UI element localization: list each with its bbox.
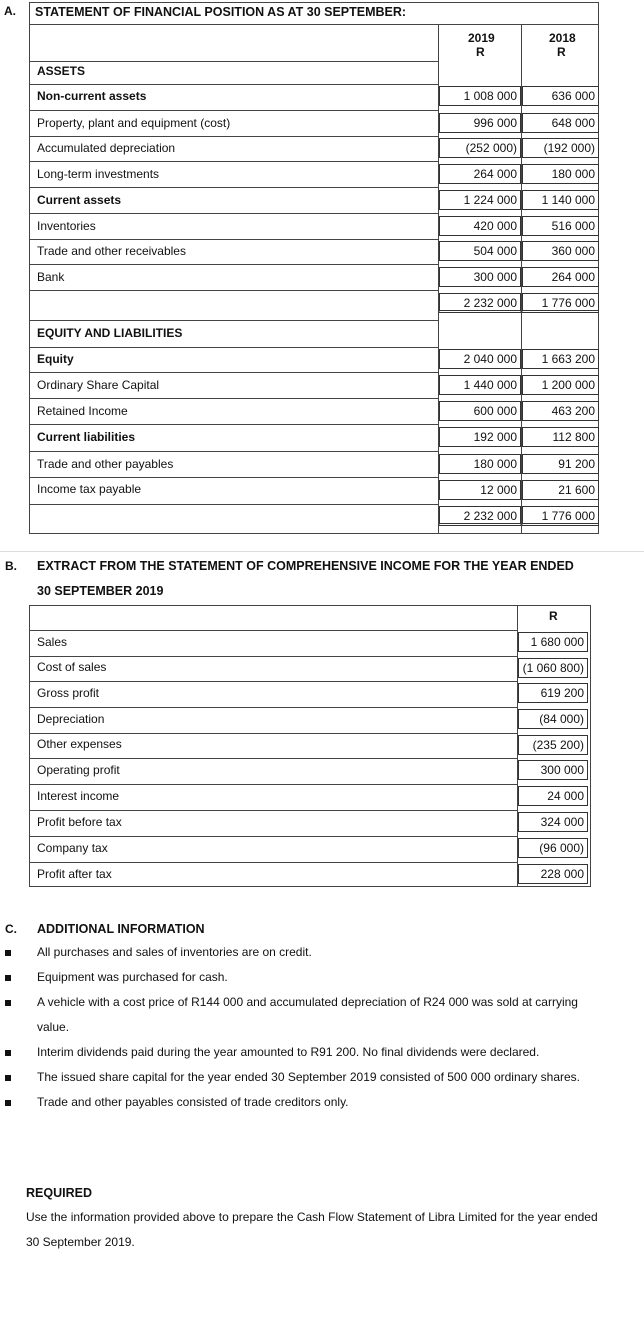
divider [29, 784, 518, 785]
bullet-icon [5, 1050, 11, 1056]
divider [29, 862, 518, 863]
value-2018: (192 000) [522, 138, 599, 158]
row-label: Current liabilities [37, 430, 136, 444]
value-2018: 180 000 [522, 164, 599, 184]
income-row-label: Other expenses [37, 737, 122, 751]
income-row-label: Profit before tax [37, 815, 122, 829]
divider [29, 347, 438, 348]
value-2018: 516 000 [522, 216, 599, 236]
divider [29, 161, 438, 162]
value-2018: 21 600 [522, 480, 599, 500]
value-2018: 264 000 [522, 267, 599, 287]
divider [29, 681, 518, 682]
row-label: Trade and other receivables [37, 244, 186, 258]
divider [29, 504, 438, 505]
income-row-value: (84 000) [518, 709, 588, 729]
divider [29, 136, 438, 137]
total-assets-2018: 1 776 000 [522, 293, 599, 313]
income-row-value: 1 680 000 [518, 632, 588, 652]
value-2019: 420 000 [439, 216, 521, 236]
info-item: Trade and other payables consisted of trade creditors only. [37, 1095, 349, 1109]
row-label: Ordinary Share Capital [37, 378, 160, 392]
value-2018: 112 800 [522, 427, 599, 447]
divider [29, 836, 518, 837]
row-label: Equity [37, 352, 74, 366]
income-row-value: 300 000 [518, 760, 588, 780]
income-row-value: (96 000) [518, 838, 588, 858]
income-row-value: (1 060 800) [518, 658, 588, 678]
row-label: Accumulated depreciation [37, 141, 176, 155]
info-item: All purchases and sales of inventories are on credit. [37, 945, 312, 959]
income-col-currency: R [549, 609, 558, 623]
income-row-label: Sales [37, 635, 68, 649]
divider [29, 810, 518, 811]
financial-position-title: STATEMENT OF FINANCIAL POSITION AS AT 30 SEPTEMBER: [35, 5, 407, 19]
additional-info-title: ADDITIONAL INFORMATION [37, 922, 205, 936]
value-2019: 600 000 [439, 401, 521, 421]
value-2018: 636 000 [522, 86, 599, 106]
col-header-2019: 2019 [468, 31, 495, 45]
required-text-line2: 30 September 2019. [26, 1235, 135, 1249]
divider [29, 424, 438, 425]
divider [29, 451, 438, 452]
divider [29, 733, 518, 734]
info-item: Equipment was purchased for cash. [37, 970, 228, 984]
row-label: Current assets [37, 193, 122, 207]
value-2018: 91 200 [522, 454, 599, 474]
info-item: Interim dividends paid during the year amounted to R91 200. No final dividends were declared. [37, 1045, 540, 1059]
value-2018: 1 200 000 [522, 375, 599, 395]
bullet-icon [5, 950, 11, 956]
value-2019: 300 000 [439, 267, 521, 287]
value-2018: 360 000 [522, 241, 599, 261]
income-row-value: (235 200) [518, 735, 588, 755]
info-item: A vehicle with a cost price of R144 000 and accumulated depreciation of R24 000 was sold at carrying [37, 995, 578, 1009]
divider [29, 758, 518, 759]
value-2019: 1 224 000 [439, 190, 521, 210]
income-statement-title-line1: EXTRACT FROM THE STATEMENT OF COMPREHENSIVE INCOME FOR THE YEAR ENDED [37, 559, 574, 573]
row-label: Long-term investments [37, 167, 160, 181]
divider [29, 477, 438, 478]
value-2019: 504 000 [439, 241, 521, 261]
divider [29, 372, 438, 373]
value-2019: (252 000) [439, 138, 521, 158]
income-row-label: Interest income [37, 789, 120, 803]
value-2018: 1 663 200 [522, 349, 599, 369]
total-assets-2019: 2 232 000 [439, 293, 521, 313]
bullet-icon [5, 1100, 11, 1106]
required-title: REQUIRED [26, 1186, 92, 1200]
value-2019: 180 000 [439, 454, 521, 474]
value-2018: 1 140 000 [522, 190, 599, 210]
section-a-letter: A. [4, 4, 16, 18]
row-label: Non-current assets [37, 89, 147, 103]
income-row-label: Gross profit [37, 686, 100, 700]
row-label: Inventories [37, 219, 96, 233]
row-label: ASSETS [37, 64, 86, 78]
income-row-value: 228 000 [518, 864, 588, 884]
value-2018: 648 000 [522, 113, 599, 133]
value-2019: 2 040 000 [439, 349, 521, 369]
divider [29, 656, 518, 657]
income-row-label: Company tax [37, 841, 108, 855]
row-label: Bank [37, 270, 65, 284]
income-row-label: Operating profit [37, 763, 120, 777]
divider [29, 213, 438, 214]
divider [29, 84, 438, 85]
divider [29, 320, 438, 321]
col-header-2018-currency: R [557, 45, 566, 59]
section-b-letter: B. [5, 559, 17, 573]
row-label: Trade and other payables [37, 457, 174, 471]
value-2019: 264 000 [439, 164, 521, 184]
row-label: Income tax payable [37, 482, 142, 496]
divider [29, 264, 438, 265]
info-item-continued: value. [37, 1020, 70, 1034]
value-2019: 1 440 000 [439, 375, 521, 395]
value-2018: 463 200 [522, 401, 599, 421]
bullet-icon [5, 1075, 11, 1081]
divider [29, 707, 518, 708]
value-2019: 192 000 [439, 427, 521, 447]
income-row-label: Depreciation [37, 712, 105, 726]
bullet-icon [5, 975, 11, 981]
income-row-value: 324 000 [518, 812, 588, 832]
divider [29, 290, 438, 291]
divider [0, 551, 644, 552]
divider [29, 24, 599, 25]
divider [29, 61, 438, 62]
income-row-value: 24 000 [518, 786, 588, 806]
required-text-line1: Use the information provided above to prepare the Cash Flow Statement of Libra Limited for the year ended [26, 1210, 598, 1224]
section-c-letter: C. [5, 922, 17, 936]
income-row-label: Cost of sales [37, 660, 107, 674]
value-2019: 1 008 000 [439, 86, 521, 106]
income-statement-title-line2: 30 SEPTEMBER 2019 [37, 584, 164, 598]
divider [29, 110, 438, 111]
divider [29, 630, 518, 631]
col-header-2019-currency: R [476, 45, 485, 59]
info-item: The issued share capital for the year ended 30 September 2019 consisted of 500 000 ordinary shares. [37, 1070, 581, 1084]
divider [29, 398, 438, 399]
row-label: EQUITY AND LIABILITIES [37, 326, 183, 340]
income-row-label: Profit after tax [37, 867, 112, 881]
value-2019: 12 000 [439, 480, 521, 500]
divider [29, 187, 438, 188]
bullet-icon [5, 1000, 11, 1006]
col-header-2018: 2018 [549, 31, 576, 45]
total-equity-liabilities-2019: 2 232 000 [439, 506, 521, 526]
value-2019: 996 000 [439, 113, 521, 133]
income-row-value: 619 200 [518, 683, 588, 703]
total-equity-liabilities-2018: 1 776 000 [522, 506, 599, 526]
divider [29, 239, 438, 240]
row-label: Retained Income [37, 404, 128, 418]
row-label: Property, plant and equipment (cost) [37, 116, 231, 130]
